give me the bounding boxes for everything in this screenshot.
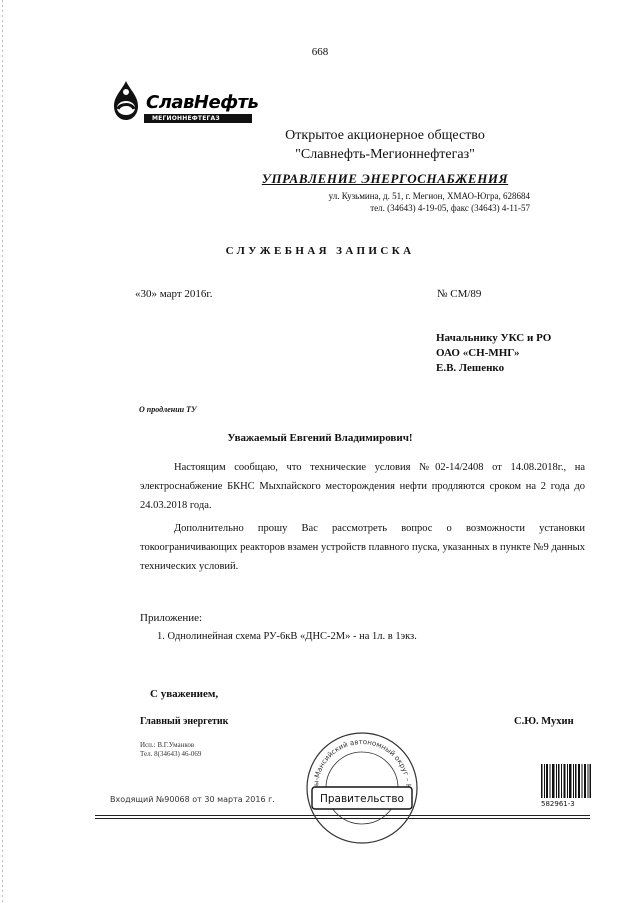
scan-margin-line bbox=[2, 0, 3, 905]
logo-brand-text: СлавНефть bbox=[146, 92, 259, 113]
document-number: № СМ/89 bbox=[437, 288, 482, 300]
organization-name bbox=[200, 126, 570, 164]
document-title: СЛУЖЕБНАЯ ЗАПИСКА bbox=[225, 245, 415, 257]
company-logo bbox=[108, 78, 259, 128]
executor-block bbox=[140, 741, 201, 759]
recipient-position: Начальнику УКС и РО bbox=[436, 332, 552, 344]
closing-regards: С уважением, bbox=[150, 688, 219, 700]
barcode-number: 582961-3 bbox=[541, 800, 575, 808]
page-number: 668 bbox=[311, 46, 329, 58]
logo-subtitle: МЕГИОННЕФТЕГАЗ bbox=[152, 115, 220, 122]
seal-ring-text: ы-Мансийский автономный округ – bbox=[311, 737, 412, 787]
signer-position: Главный энергетик bbox=[140, 716, 229, 727]
subject-line: О продлении ТУ bbox=[139, 405, 197, 414]
phone-line: тел. (34643) 4-19-05, факс (34643) 4-11-57 bbox=[370, 203, 530, 213]
address-block bbox=[200, 190, 530, 214]
executor-name: Исп.: В.Г.Уманков bbox=[140, 741, 195, 749]
org-line-2: "Славнефть-Мегионнефтегаз" bbox=[295, 147, 475, 162]
signer-name: С.Ю. Мухин bbox=[514, 716, 574, 727]
seal-graphic bbox=[304, 722, 420, 856]
attachment-label: Приложение: bbox=[140, 612, 203, 624]
incoming-registration-stamp: Входящий №90068 от 30 марта 2016 г. bbox=[110, 795, 275, 804]
attachment-item: 1. Однолинейная схема РУ-6кВ «ДНС-2М» - на 1л. в 1экз. bbox=[157, 631, 417, 642]
barcode-graphic bbox=[541, 764, 591, 798]
salutation: Уважаемый Евгений Владимирович! bbox=[227, 432, 413, 444]
executor-phone: Тел. 8(34643) 46-069 bbox=[140, 750, 202, 758]
org-line-1: Открытое акционерное общество bbox=[285, 128, 485, 143]
recipient-company: ОАО «СН-МНГ» bbox=[436, 347, 520, 359]
drop-icon bbox=[108, 78, 144, 124]
department-name: УПРАВЛЕНИЕ ЭНЕРГОСНАБЖЕНИЯ bbox=[261, 171, 509, 186]
document-date: «30» март 2016г. bbox=[135, 288, 213, 300]
recipient-block bbox=[436, 331, 551, 376]
barcode bbox=[541, 764, 591, 802]
body-paragraph-1: Настоящим сообщаю, что технические условия №02-14/2408 от 14.08.2018г., на электроснабжение БКНС Мыхпайского месторождения нефти продляются сроком на 2 года до 24.03.2018 года. bbox=[140, 462, 585, 511]
government-seal bbox=[304, 722, 420, 856]
seal-center-text: Правительство bbox=[320, 793, 404, 805]
body-paragraph-2: Дополнительно прошу Вас рассмотреть вопрос о возможности установки токоограничивающих реакторов взамен устройств плавного пуска, указанных в пункте №9 данных технических условий. bbox=[140, 523, 585, 572]
address-line: ул. Кузьмина, д. 51, г. Мегион, ХМАО-Югра, 628684 bbox=[328, 191, 530, 201]
recipient-name: Е.В. Лешенко bbox=[436, 362, 505, 374]
